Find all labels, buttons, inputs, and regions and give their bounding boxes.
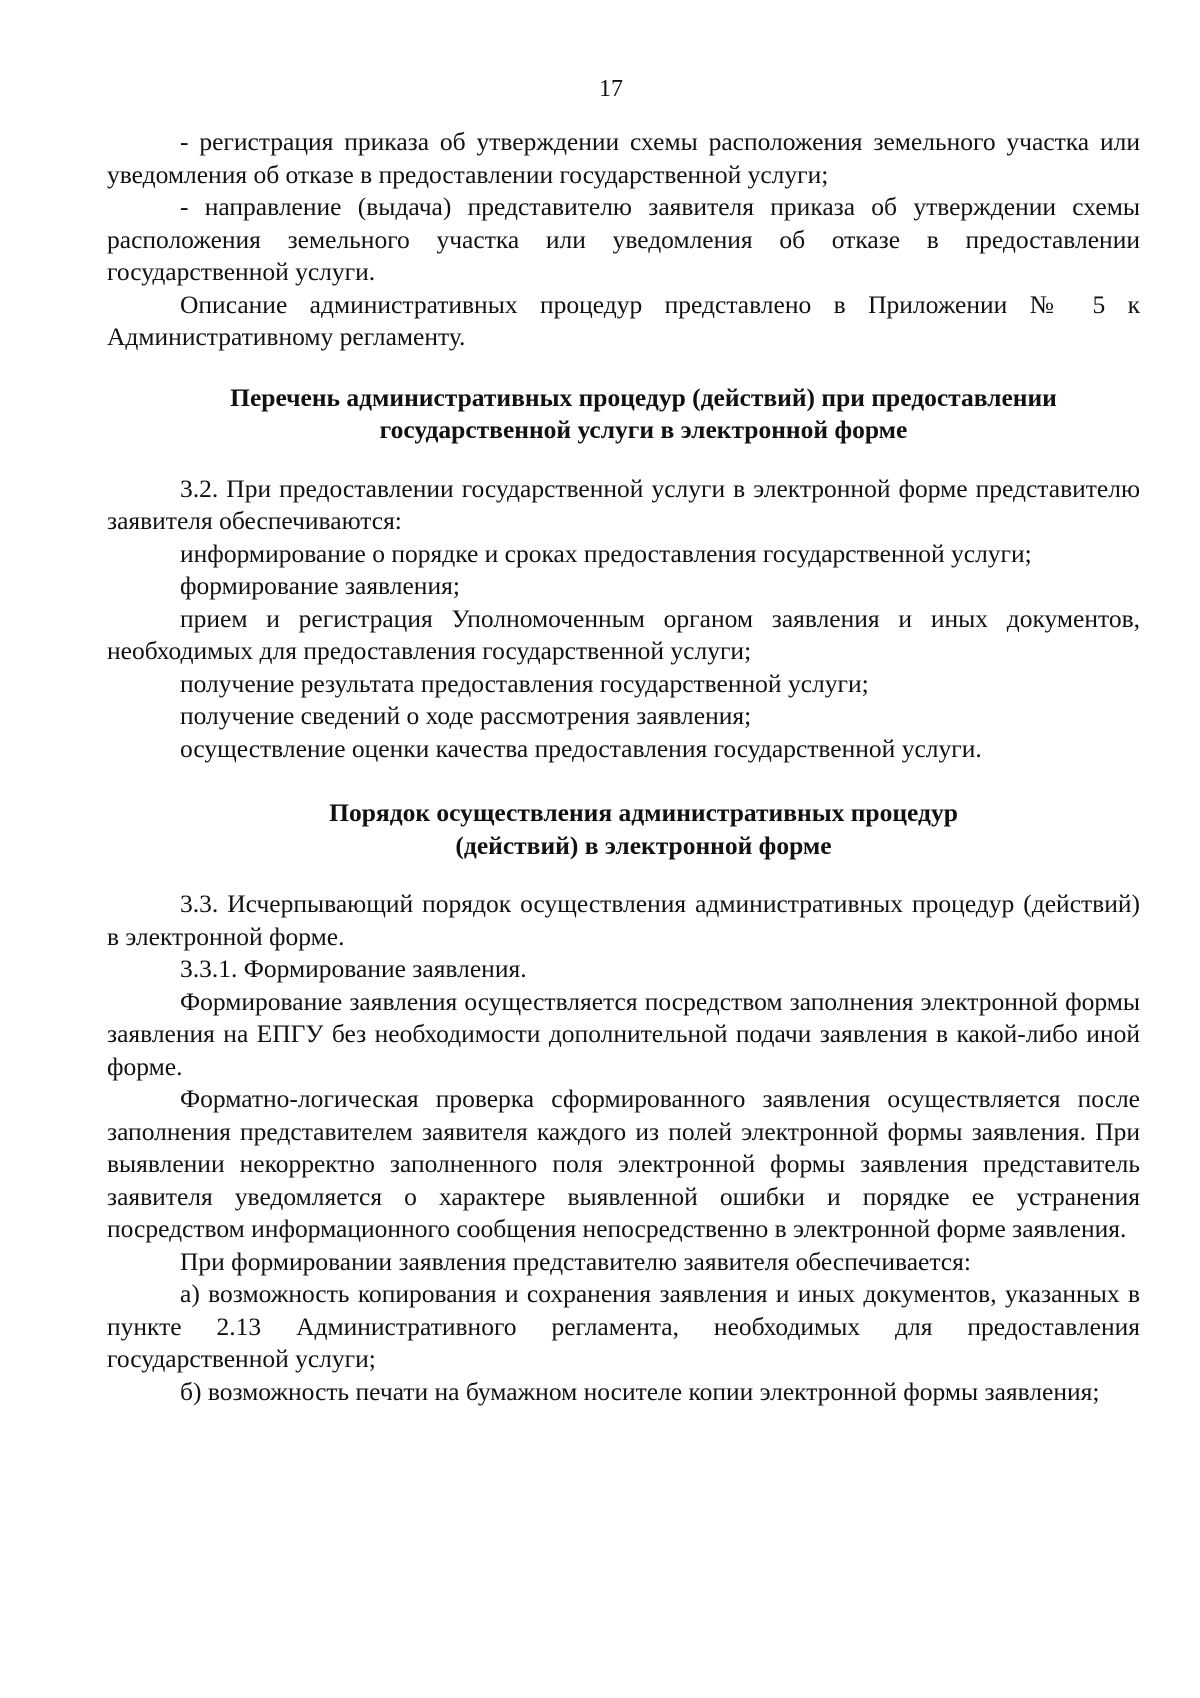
section2-paragraph-2: 3.3.1. Формирование заявления. — [180, 954, 527, 983]
section2-paragraph-7: б) возможность печати на бумажном носителе копии электронной формы заявления; — [180, 1376, 1100, 1406]
section2-paragraph-5: При формировании заявления представителю заявителя обеспечивается: — [180, 1246, 971, 1276]
section-heading-1 — [107, 382, 1140, 447]
section-heading-2 — [107, 797, 1140, 862]
page-number: 17 — [599, 76, 623, 102]
document-body — [107, 126, 1140, 1408]
section2-paragraph-6: а) возможность копирования и сохранения заявления и иных документов, указанных в пункте 2.13 Административного регламента, необходимых для предоставления государственной услуги; — [107, 1279, 1140, 1373]
section-heading-1-line-1: Перечень административных процедур (действий) при предоставлении — [230, 382, 1057, 412]
section2-paragraph-3: Формирование заявления осуществляется посредством заполнения электронной формы заявления на ЕПГУ без необходимости дополнительной подачи заявления в какой-либо иной форме. — [107, 986, 1140, 1081]
section-heading-2-line-1: Порядок осуществления административных процедур — [329, 798, 958, 827]
section1-item-6: осуществление оценки качества предоставления государственной услуги. — [180, 733, 982, 763]
section1-item-2: формирование заявления; — [180, 571, 460, 600]
section1-lead: 3.2. При предоставлении государственной услуги в электронной форме представителю заявителя обеспечиваются: — [107, 473, 1140, 535]
intro-paragraph-2: - направление (выдача) представителю заявителя приказа об утверждении схемы расположения земельного участка или уведомления об отказе в предоставлении государственной услуги. — [107, 192, 1140, 286]
section1-item-1: информирование о порядке и сроках предоставления государственной услуги; — [180, 538, 1032, 568]
section2-paragraph-4: Форматно-логическая проверка сформированного заявления осуществляется после заполнения представителем заявителя каждого из полей электронной формы заявления. При выявлении некорректно заполненного поля электронной формы заявления представитель заявителя уведомляется о характере выявленной ошибки и порядке ее устранения посредством информационного сообщения непосредственно в электронной форме заявления. — [107, 1084, 1140, 1243]
section2-paragraph-1: 3.3. Исчерпывающий порядок осуществления административных процедур (действий) в электронной форме. — [107, 889, 1140, 951]
intro-paragraph-3: Описание административных процедур представлено в Приложении № 5 к Административному регламенту. — [107, 289, 1140, 351]
section-heading-2-line-2: (действий) в электронной форме — [455, 830, 832, 860]
section-heading-1-line-2: государственной услуги в электронной форме — [379, 415, 908, 444]
section1-item-5: получение сведений о ходе рассмотрения заявления; — [180, 701, 752, 730]
section1-item-3: прием и регистрация Уполномоченным органом заявления и иных документов, необходимых для предоставления государственной услуги; — [107, 603, 1140, 665]
intro-paragraph-1: - регистрация приказа об утверждении схемы расположения земельного участка или уведомления об отказе в предоставлении государственной услуги; — [107, 127, 1140, 189]
section1-item-4: получение результата предоставления государственной услуги; — [180, 668, 869, 698]
